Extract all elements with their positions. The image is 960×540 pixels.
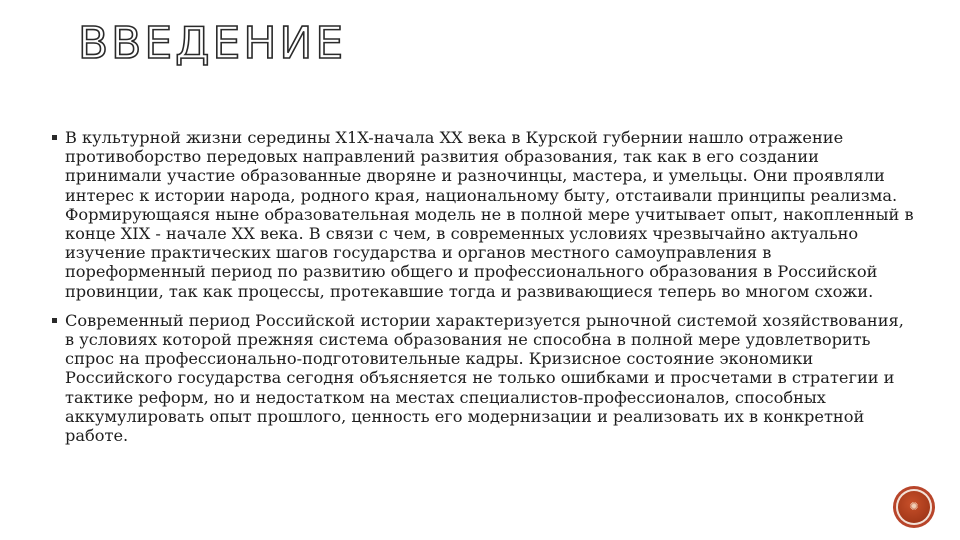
bullet-item-2 <box>52 311 917 445</box>
badge-glyph: ✺ <box>909 500 919 513</box>
bullet-text-2: Современный период Российской истории характеризуется рыночной системой хозяйствования, в условиях которой прежняя система образования не способна в полной мере удовлетворить спрос на профессионально-подготовительные кадры. Кризисное состояние экономики Российского государства сегодня объясняется не только ошибками и просчетами в стратегии и тактике реформ, но и недостатком на местах специалистов-профессионалов, способных аккумулировать опыт прошлого, ценность его модернизации и реализовать их в конкретной работе. <box>65 310 904 446</box>
bullet-text-1: В культурной жизни середины X1X-начала XX века в Курской губернии нашло отражение противоборство передовых направлений развития образования, так как в его создании принимали участие образованные дворяне и разночинцы, мастера, и умельцы. Они проявляли интерес к истории народа, родного края, национальному быту, отстаивали принципы реализма. Формирующаяся ныне образовательная модель не в полной мере учитывает опыт, накопленный в конце XIX - начале XX века. В связи с чем, в современных условиях чрезвычайно актуально изучение практических шагов государства и органов местного самоуправления в пореформенный период по развитию общего и профессионального образования в Российской провинции, так как процессы, протекавшие тогда и развивающиеся теперь во многом схожи. <box>65 128 914 301</box>
square-bullet-icon <box>52 135 57 140</box>
page-badge-icon <box>896 489 932 525</box>
slide-content <box>52 128 917 455</box>
slide-title: ВВЕДЕНИЕ <box>78 18 347 69</box>
bullet-item-1 <box>52 128 917 301</box>
square-bullet-icon <box>52 318 57 323</box>
